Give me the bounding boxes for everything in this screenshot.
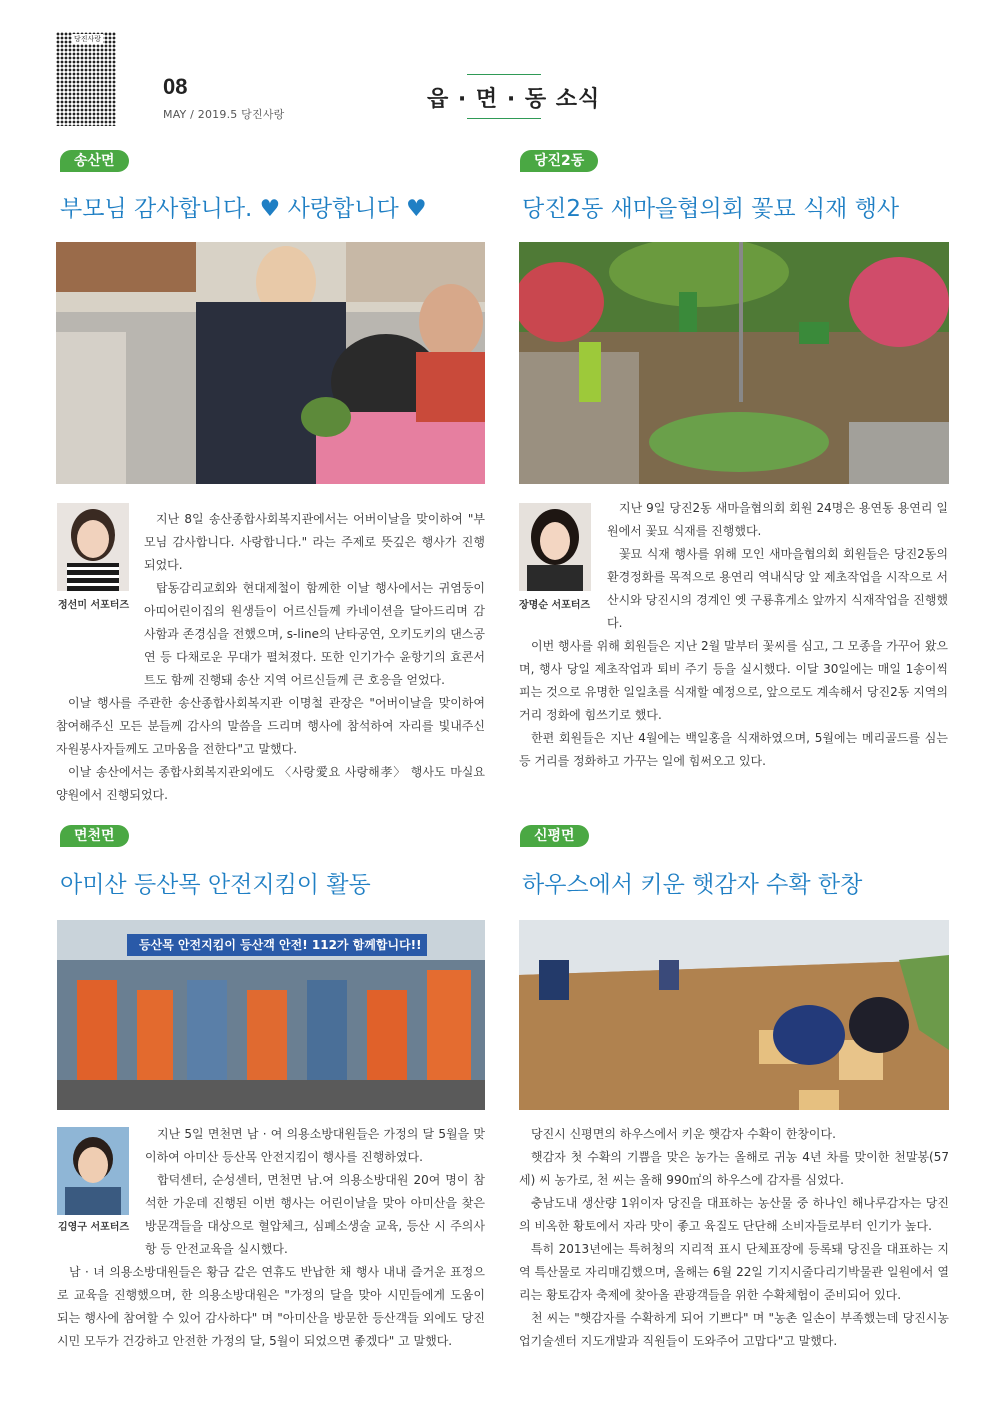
article-photo-dangjin2 xyxy=(519,242,949,484)
photo-banner-text: 등산목 안전지킴이 등산객 안전! 112가 함께합니다!! xyxy=(139,938,422,952)
reporter-name-myeoncheon: 김영구 서포터즈 xyxy=(58,1222,130,1233)
section-title-rule-top xyxy=(467,74,541,75)
article-paragraph: 이날 행사를 주관한 송산종합사회복지관 이명철 관장은 "어버이날을 맞이하여 참여해주신 모든 분들께 감사의 말씀을 드리며 행사에 참석하여 자리를 빛내주신 자원봉사자들께도 고마움을 전한다"고 말했다. xyxy=(56,696,485,756)
article-tag-songsan: 송산면 xyxy=(60,150,129,172)
article-paragraph: 한편 회원들은 지난 4월에는 백일홍을 식재하였으며, 5월에는 메리골드를 심는 등 거리를 정화하고 가꾸는 일에 힘써오고 있다. xyxy=(519,731,948,768)
article-paragraph: 꽃묘 식재 행사를 위해 모인 새마을협의회 회원들은 당진2동의 환경정화를 목적으로 용연리 역내식당 앞 제초작업을 시작으로 서산시와 당진시의 경계인 옛 구룡휴게소 앞까지 식재작업을 진행했다. xyxy=(607,547,948,630)
article-headline-myeoncheon: 아미산 등산목 안전지킴이 활동 xyxy=(60,872,371,898)
article-photo-myeoncheon xyxy=(57,920,485,1110)
article-headline-songsan: 부모님 감사합니다. ♥ 사랑합니다 ♥ xyxy=(60,196,427,222)
section-title: 읍 · 면 · 동 소식 xyxy=(427,87,601,112)
article-body-songsan xyxy=(56,508,485,807)
reporter-name-songsan: 정선미 서포터즈 xyxy=(58,600,130,611)
article-paragraph: 탑동감리교회와 현대제철이 함께한 이날 행사에서는 귀염둥이 아띠어린이집의 원생들이 어르신들께 카네이션을 달아드리며 감사함과 존경심을 전했으며, s-line의 난타공연, 오키도키의 댄스공연 등 다채로운 무대가 펼쳐졌다. 또한 인기가수 윤항기의 효콘서트도 함께 진행돼 송산 지역 어르신들께 큰 호응을 얻었다. xyxy=(144,581,485,687)
article-body-sinpyeong xyxy=(519,1123,949,1353)
page-meta: MAY / 2019.5 당진사랑 xyxy=(163,108,285,121)
article-tag-myeoncheon: 면천면 xyxy=(60,825,129,847)
article-paragraph: 충남도내 생산량 1위이자 당진을 대표하는 농산물 중 하나인 해나루감자는 당진의 비옥한 황토에서 자라 맛이 좋고 육질도 단단해 소비자들로부터 인기가 높다. xyxy=(519,1196,949,1233)
magazine-logo xyxy=(56,32,116,126)
article-paragraph: 천 씨는 "햇감자를 수확하게 되어 기쁘다" 며 "농촌 일손이 부족했는데 당진시농업기술센터 지도개발과 직원들이 도와주어 고맙다"고 말했다. xyxy=(519,1311,949,1348)
page-number: 08 xyxy=(163,74,188,99)
article-paragraph: 합덕센터, 순성센터, 면천면 남.여 의용소방대원 20여 명이 참석한 가운데 진행된 이번 행사는 어린이날을 맞아 아미산을 찾은 방문객들을 대상으로 혈압체크, 심폐소생술 교육, 등산 시 주의사항 등 안전교육을 실시했다. xyxy=(145,1173,485,1256)
article-tag-sinpyeong: 신평면 xyxy=(520,825,589,847)
section-title-rule-bottom xyxy=(467,118,541,119)
article-paragraph: 지난 9일 당진2동 새마을협의회 회원 24명은 용연동 용연리 일원에서 꽃묘 식재를 진행했다. xyxy=(607,501,948,538)
article-headline-dangjin2: 당진2동 새마을협의회 꽃묘 식재 행사 xyxy=(522,196,900,222)
reporter-name-dangjin2: 장명순 서포터즈 xyxy=(519,600,591,611)
article-photo-songsan xyxy=(56,242,485,484)
article-paragraph: 당진시 신평면의 하우스에서 키운 햇감자 수확이 한창이다. xyxy=(531,1127,836,1141)
logo-text: 당진사랑 xyxy=(74,35,102,43)
article-paragraph: 특히 2013년에는 특허청의 지리적 표시 단체표장에 등록돼 당진을 대표하는 지역 특산물로 자리매김했으며, 올해는 6월 22일 기지시줄다리기박물관 일원에서 열리는 황토감자 축제에 찾아올 관광객들을 위한 수확체험이 준비되어 있다. xyxy=(519,1242,949,1302)
article-paragraph: 지난 8일 송산종합사회복지관에서는 어버이날을 맞이하여 "부모님 감사합니다. 사랑합니다." 라는 주제로 뜻깊은 행사가 진행되었다. xyxy=(144,512,485,572)
article-paragraph: 지난 5일 면천면 남 · 여 의용소방대원들은 가정의 달 5월을 맞이하여 아미산 등산목 안전지킴이 행사를 진행하였다. xyxy=(145,1127,485,1164)
logo-dot-pattern xyxy=(56,32,116,126)
article-paragraph: 이번 행사를 위해 회원들은 지난 2월 말부터 꽃씨를 심고, 그 모종을 가꾸어 왔으며, 행사 당일 제초작업과 퇴비 주기 등을 실시했다. 이달 30일에는 매일 1송이씩 피는 것으로 유명한 일일초를 식재할 예정으로, 앞으로도 계속해서 당진2동 지역의 거리 정화에 힘쓰기로 했다. xyxy=(519,639,948,722)
article-body-dangjin2 xyxy=(519,497,948,773)
article-paragraph: 햇감자 첫 수확의 기쁨을 맞은 농가는 올해로 귀농 4년 차를 맞이한 천말봉(57세) 씨 농가로, 천 씨는 올해 990㎡의 하우스에 감자를 심었다. xyxy=(519,1150,949,1187)
article-paragraph: 이날 송산에서는 종합사회복지관외에도 〈사랑愛요 사랑해孝〉 행사도 마실요양원에서 진행되었다. xyxy=(56,765,485,802)
article-paragraph: 남 · 녀 의용소방대원들은 황금 같은 연휴도 반납한 채 행사 내내 즐거운 표정으로 교육을 진행했으며, 한 의용소방대원은 "가정의 달을 맞아 시민들에게 도움이 되는 행사에 참여할 수 있어 감사하다" 며 "아미산을 방문한 등산객들 외에도 당진시민 모두가 건강하고 안전한 가정의 달, 5월이 되었으면 좋겠다" 고 말했다. xyxy=(57,1265,485,1348)
article-body-myeoncheon xyxy=(57,1123,485,1353)
article-tag-dangjin2: 당진2동 xyxy=(520,150,598,172)
article-headline-sinpyeong: 하우스에서 키운 햇감자 수확 한창 xyxy=(522,872,863,898)
article-photo-sinpyeong xyxy=(519,920,949,1110)
